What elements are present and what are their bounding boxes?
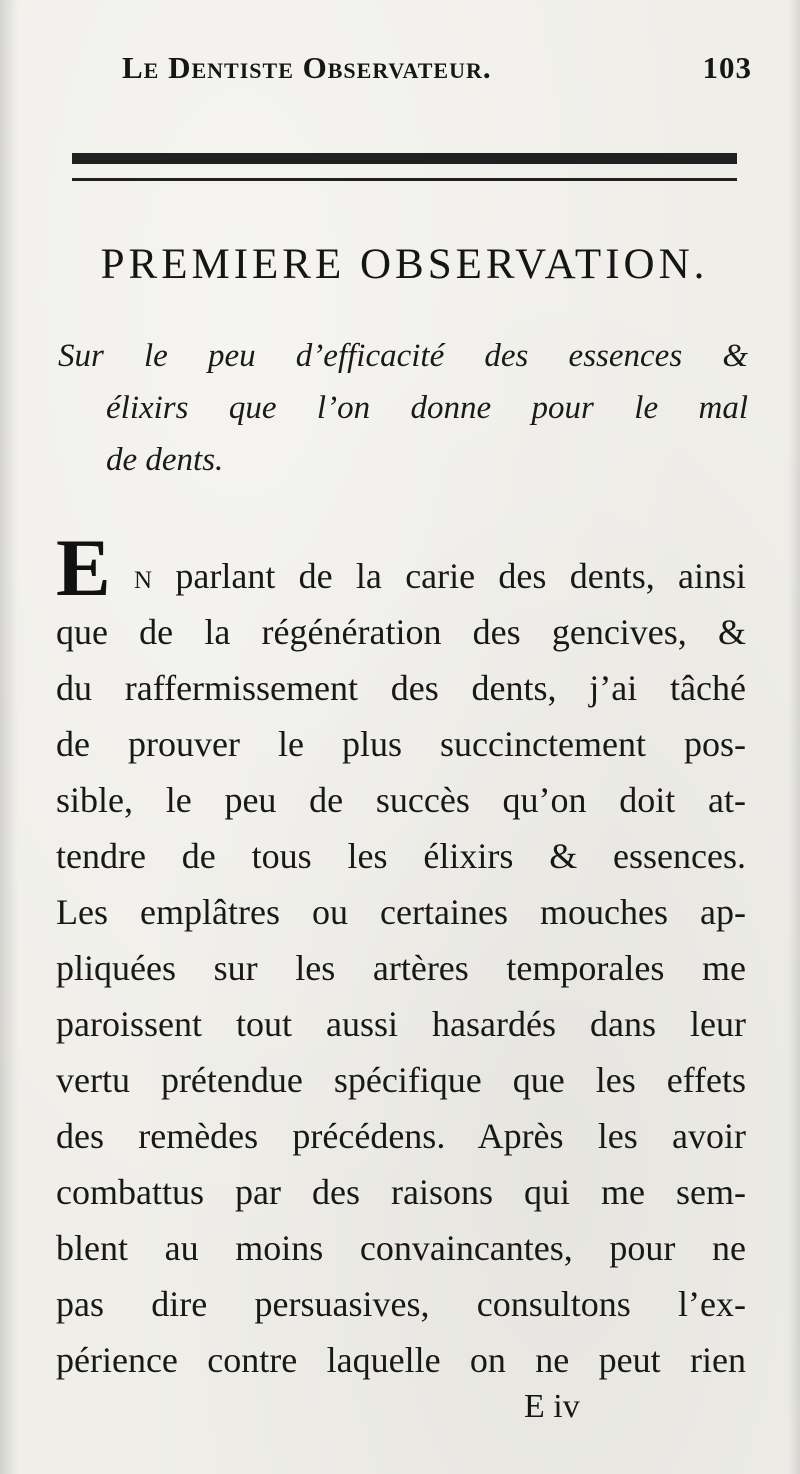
- header-rule-thin: [72, 178, 737, 181]
- page-edge-shadow-right: [788, 0, 800, 1474]
- running-head: [122, 50, 752, 96]
- body-line: de prouver le plus succinctement pos-: [56, 724, 746, 764]
- running-title: Le Dentiste Observateur.: [122, 50, 492, 85]
- section-heading: PREMIERE OBSERVATION.: [100, 240, 709, 288]
- body-line: pliquées sur les artères temporales me: [56, 948, 746, 988]
- subtitle-line: élixirs que l’on donne pour le mal: [106, 390, 748, 426]
- body-line: des remèdes précédens. Après les avoir: [56, 1116, 746, 1156]
- body-line: [134, 548, 746, 604]
- page-number: 103: [702, 50, 752, 85]
- section-subtitle: [58, 330, 748, 490]
- page-edge-shadow-left: [0, 0, 18, 1474]
- body-line-text: parlant de la carie des dents, ainsi: [175, 556, 747, 596]
- body-line: périence contre laquelle on ne peut rien: [56, 1340, 746, 1380]
- subtitle-line: Sur le peu d’efficacité des essences &: [58, 338, 748, 374]
- body-line: vertu prétendue spécifique que les effets: [56, 1060, 746, 1100]
- body-line: tendre de tous les élixirs & essences.: [56, 836, 746, 876]
- signature-mark: E iv: [524, 1388, 580, 1425]
- body-line: sible, le peu de succès qu’on doit at-: [56, 780, 746, 820]
- drop-cap-letter: E: [56, 522, 111, 613]
- subtitle-line: de dents.: [106, 442, 224, 478]
- body-line: blent au moins convaincantes, pour ne: [56, 1228, 746, 1268]
- body-text: [56, 548, 746, 1388]
- drop-cap-rest: n: [134, 556, 153, 596]
- header-rule-thick: [72, 153, 737, 164]
- body-line: Les emplâtres ou certaines mouches ap-: [56, 892, 746, 932]
- body-line: paroissent tout aussi hasardés dans leur: [56, 1004, 746, 1044]
- body-line: combattus par des raisons qui me sem-: [56, 1172, 746, 1212]
- body-line: pas dire persuasives, consultons l’ex-: [56, 1284, 746, 1324]
- body-line: du raffermissement des dents, j’ai tâché: [56, 668, 746, 708]
- body-line: que de la régénération des gencives, &: [56, 612, 746, 652]
